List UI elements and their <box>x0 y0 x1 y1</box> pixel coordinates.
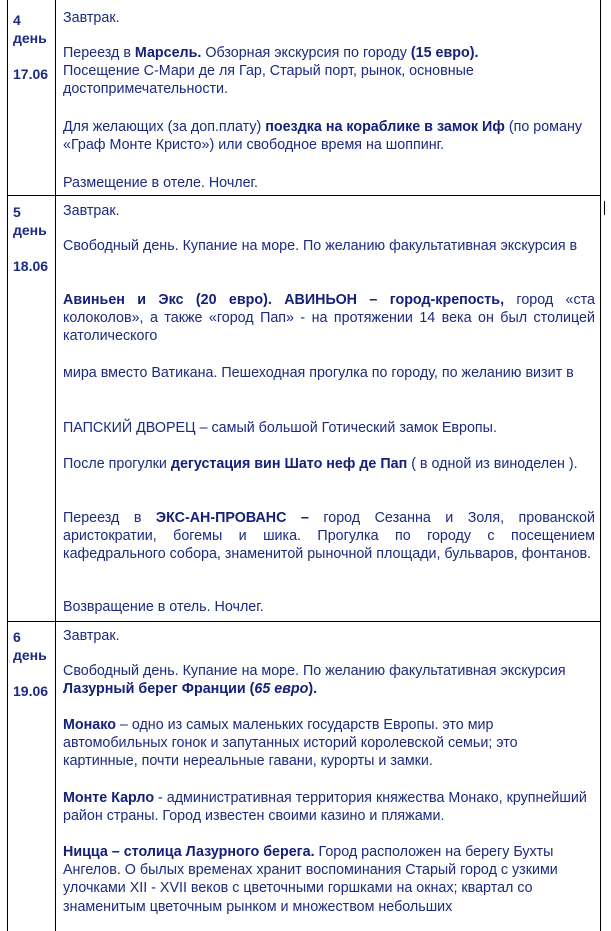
paragraph: Авиньен и Экс (20 евро). АВИНЬОН – город-крепость, город «ста колоколов», а также «город Пап» - на протяжении 14 века он был столицей католического <box>63 292 596 345</box>
day-cell <box>8 622 56 931</box>
paragraph: Переезд в ЭКС-АН-ПРОВАНС – город Сезанна и Золя, прованской аристократии, богемы и шика. Прогулка по городу с посещением кафедрального собора, знаменитой рыночной площади, бульваров, фонтанов. <box>63 510 595 563</box>
day-row-5 <box>7 195 601 622</box>
text-cursor <box>604 201 605 215</box>
day-number: 6 <box>13 629 21 645</box>
paragraph: мира вместо Ватикана. Пешеходная прогулка по городу, по желанию визит в <box>63 365 574 381</box>
paragraph: Для желающих (за доп.плату) поездка на кораблике в замок Иф (по роману «Граф Монте Кристо») или свободное время на шоппинг. <box>63 119 582 154</box>
day-date: 19.06 <box>13 683 49 699</box>
paragraph: Свободный день. Купание на море. По желанию факультативная экскурсия в <box>63 238 578 254</box>
day-date: 18.06 <box>13 258 49 274</box>
paragraph: Монте Карло - административная территория княжества Монако, крупнейший район страны. Город известен своими казино и пляжами. <box>63 790 587 825</box>
paragraph: Возвращение в отель. Ночлег. <box>63 599 264 615</box>
day-number: 4 <box>13 12 21 28</box>
paragraph: Ницца – столица Лазурного берега. Город расположен на берегу Бухты Ангелов. О былых временах хранит воспоминания Старый город с узкими улочками XII - XVII веков с цветочными горшками на окнах; квартал со знаменитым цветочным рынком и множеством небольших <box>63 844 558 915</box>
day-date: 17.06 <box>13 66 49 82</box>
breakfast-text: Завтрак. <box>63 628 120 644</box>
paragraph: После прогулки дегустация вин Шато неф де Пап ( в одной из виноделен ). <box>63 456 578 472</box>
day-word: день <box>13 30 47 46</box>
day-row-4 <box>7 0 601 196</box>
day-word: день <box>13 647 47 663</box>
paragraph: ПАПСКИЙ ДВОРЕЦ – самый большой Готический замок Европы. <box>63 420 497 436</box>
day-word: день <box>13 222 47 238</box>
breakfast-text: Завтрак. <box>63 203 120 219</box>
paragraph: Размещение в отеле. Ночлег. <box>63 175 258 191</box>
day-row-6 <box>7 621 601 931</box>
paragraph: Монако – одно из самых маленьких государств Европы. это мир автомобильных гонок и запутанных историй королевской семьи; это картинные, почти нереальные гавани, курорты и замки. <box>63 717 518 770</box>
paragraph: Свободный день. Купание на море. По желанию факультативная экскурсия Лазурный берег Франции (65 евро). <box>63 663 566 698</box>
breakfast-text: Завтрак. <box>63 10 120 26</box>
paragraph: Переезд в Марсель. Обзорная экскурсия по городу (15 евро). Посещение С-Мари де ля Гар, Старый порт, рынок, основные достопримечательности. <box>63 45 479 98</box>
day-cell <box>8 196 56 621</box>
day-number: 5 <box>13 204 21 220</box>
day-cell <box>8 0 56 195</box>
